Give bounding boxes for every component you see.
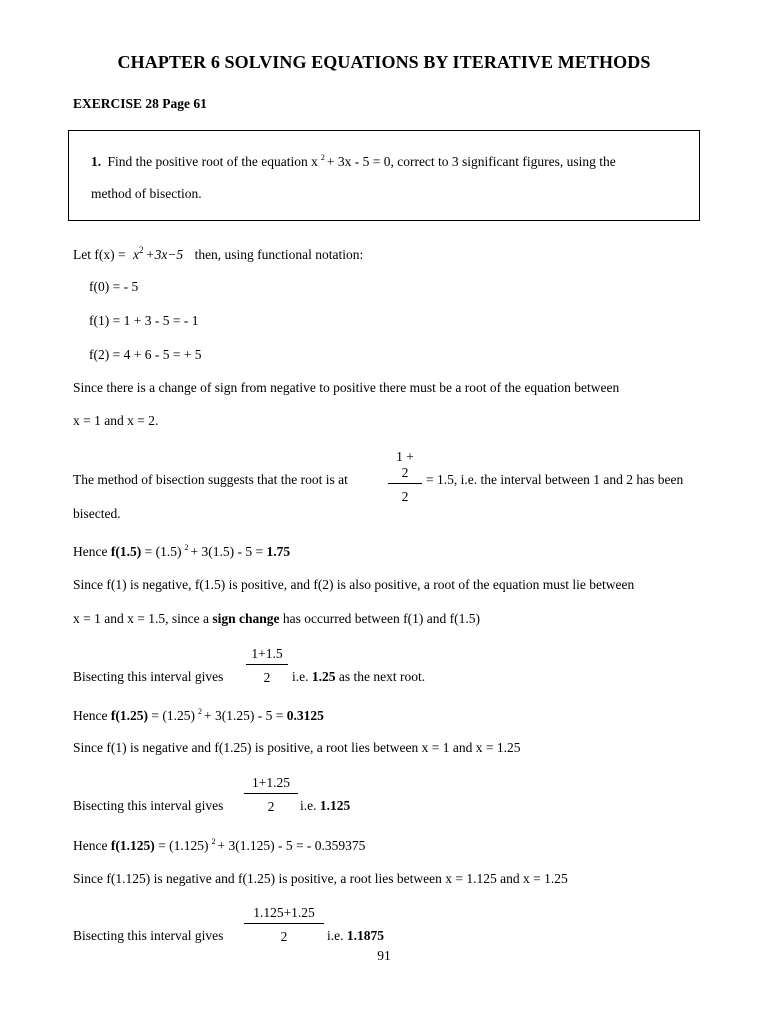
hence-1-exp: 2 xyxy=(184,543,189,552)
fraction-1-numerator: 1 + 2 xyxy=(388,449,422,484)
hence-1-pre: Hence xyxy=(73,544,111,559)
hence-1-rest: + 3(1.5) - 5 = xyxy=(190,544,267,559)
question-line-1 xyxy=(91,153,616,170)
hence-line-2 xyxy=(73,707,324,724)
bisect-2-tail: as the next root. xyxy=(335,669,426,684)
hence-2-pre: Hence xyxy=(73,708,111,723)
question-text-a: Find the positive root of the equation x xyxy=(107,154,318,169)
hence-1-fn: f(1.5) xyxy=(110,544,142,559)
hence-2-rest: + 3(1.25) - 5 = xyxy=(203,708,287,723)
since-1-pre: x = 1 and x = 1.5, since a xyxy=(73,611,213,626)
let-suffix: then, using functional notation: xyxy=(194,247,364,262)
hence-1-value: 1.75 xyxy=(266,544,291,559)
fraction-1-denominator: 2 xyxy=(401,489,409,504)
page-title: CHAPTER 6 SOLVING EQUATIONS BY ITERATIVE METHODS xyxy=(117,52,651,72)
fraction-3 xyxy=(244,775,298,815)
bisect-3-ie: i.e. xyxy=(300,798,320,813)
fraction-2-denominator: 2 xyxy=(263,670,271,685)
fraction-3-denominator: 2 xyxy=(267,799,275,814)
hence-3-fn: f(1.125) xyxy=(110,838,155,853)
let-line xyxy=(73,245,363,263)
sign-change-line-2: x = 1 and x = 2. xyxy=(73,413,159,428)
f1-line: f(1) = 1 + 3 - 5 = - 1 xyxy=(89,313,199,328)
bisect-2-ie: i.e. xyxy=(292,669,312,684)
hence-3-rest: + 3(1.125) - 5 = - 0.359375 xyxy=(217,838,366,853)
since-2-line: Since f(1) is negative and f(1.25) is positive, a root lies between x = 1 and x = 1.25 xyxy=(73,740,521,755)
question-number: 1. xyxy=(91,154,102,169)
fraction-4-denominator: 2 xyxy=(280,929,288,944)
bisect-2-result xyxy=(292,669,425,685)
hence-line-1 xyxy=(73,543,290,560)
bisection-text-c: bisected. xyxy=(73,506,121,521)
fraction-2-numerator: 1+1.5 xyxy=(246,646,288,665)
let-expr-x: x xyxy=(132,247,139,262)
hence-3-pre: Hence xyxy=(73,838,111,853)
hence-line-3 xyxy=(73,837,365,854)
bisect-4-result xyxy=(327,928,384,944)
bisect-2-value: 1.25 xyxy=(311,669,336,684)
bisect-4-value: 1.1875 xyxy=(346,928,384,943)
question-line-2: method of bisection. xyxy=(91,186,202,201)
bisect-3-value: 1.125 xyxy=(319,798,351,813)
hence-3-mid: = (1.125) xyxy=(154,838,209,853)
question-text-b: + 3x - 5 = 0, correct to 3 significant figures, using the xyxy=(326,154,616,169)
bisect-3-pre: Bisecting this interval gives xyxy=(73,798,224,813)
question-box xyxy=(68,130,700,221)
bisect-3-result xyxy=(300,798,350,814)
fraction-3-numerator: 1+1.25 xyxy=(244,775,298,794)
question-exponent: 2 xyxy=(320,153,325,162)
since-1-post: has occurred between f(1) and f(1.5) xyxy=(279,611,480,626)
fraction-2 xyxy=(246,646,288,686)
hence-2-mid: = (1.25) xyxy=(147,708,195,723)
let-prefix: Let f(x) = xyxy=(73,247,126,262)
hence-3-exp: 2 xyxy=(211,837,216,846)
f2-line: f(2) = 4 + 6 - 5 = + 5 xyxy=(89,347,202,362)
hence-2-exp: 2 xyxy=(197,707,202,716)
bisection-text-b: = 1.5, i.e. the interval between 1 and 2 has been xyxy=(426,472,684,487)
bisection-text-a: The method of bisection suggests that the root is at xyxy=(73,472,348,487)
since-1-line-a: Since f(1) is negative, f(1.5) is positive, and f(2) is also positive, a root of the equation must lie between xyxy=(73,577,635,592)
since-3-line: Since f(1.125) is negative and f(1.25) is positive, a root lies between x = 1.125 and x = 1.25 xyxy=(73,871,568,886)
hence-2-value: 0.3125 xyxy=(286,708,324,723)
bisect-4-ie: i.e. xyxy=(327,928,347,943)
let-expr-rest: +3x−5 xyxy=(145,247,184,262)
bisect-2-pre: Bisecting this interval gives xyxy=(73,669,224,684)
since-1-bold: sign change xyxy=(212,611,280,626)
sign-change-line-1: Since there is a change of sign from negative to positive there must be a root of the equation between xyxy=(73,380,620,395)
fraction-4 xyxy=(244,905,324,945)
bisect-4-pre: Bisecting this interval gives xyxy=(73,928,224,943)
f0-line: f(0) = - 5 xyxy=(89,279,139,294)
exercise-heading: EXERCISE 28 Page 61 xyxy=(73,96,207,111)
page-number: 91 xyxy=(377,948,391,963)
hence-2-fn: f(1.25) xyxy=(110,708,148,723)
let-expr-exp: 2 xyxy=(138,245,144,255)
since-1-line-b xyxy=(73,611,480,627)
hence-1-mid: = (1.5) xyxy=(141,544,182,559)
fraction-1 xyxy=(388,449,422,505)
fraction-4-numerator: 1.125+1.25 xyxy=(244,905,324,924)
